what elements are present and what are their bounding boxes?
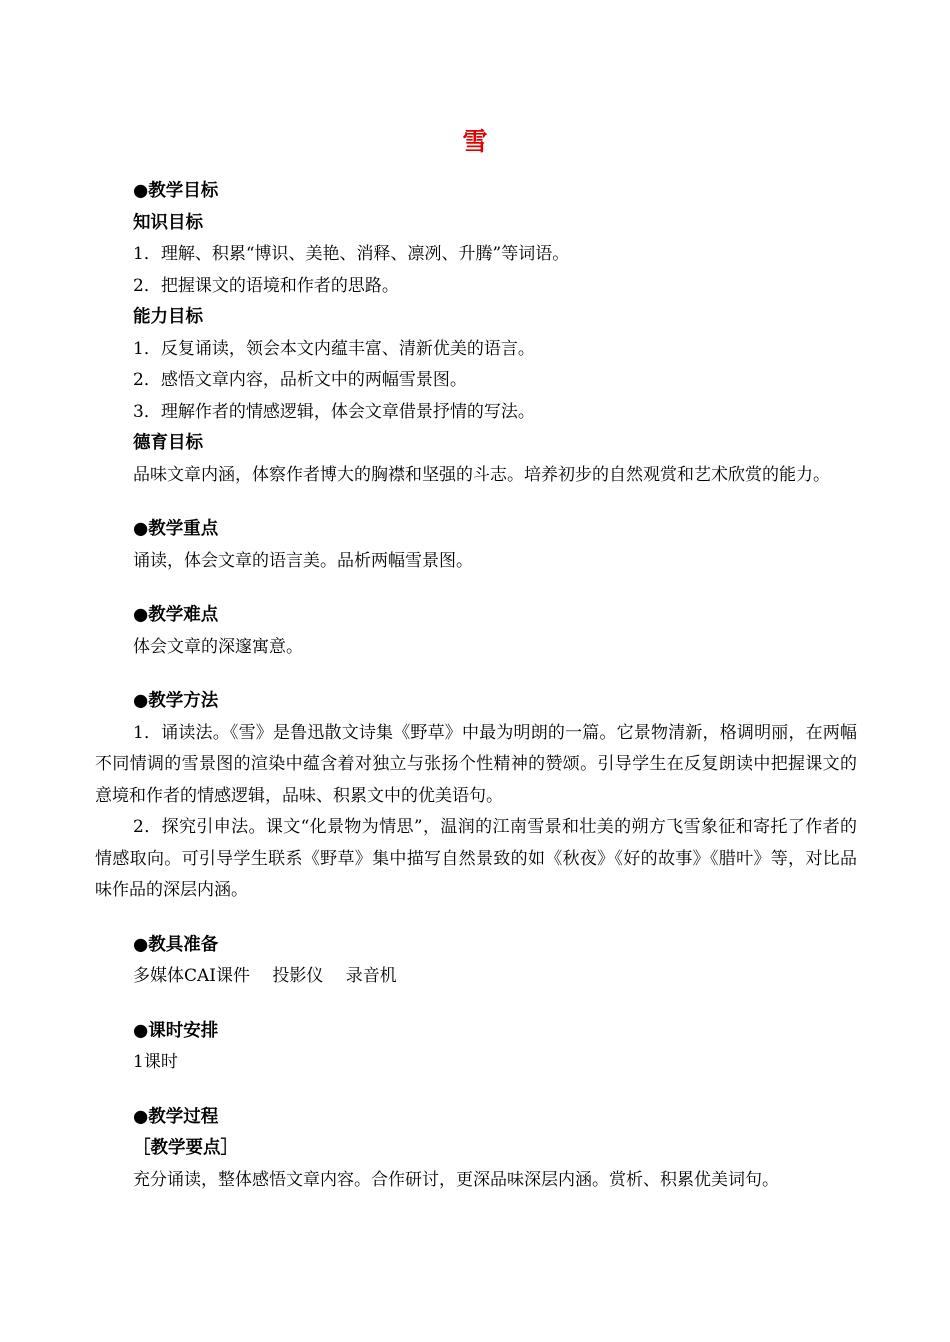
key-points-text: 诵读，体会文章的语言美。品析两幅雪景图。 bbox=[133, 550, 473, 571]
subheading-ability: 能力目标 bbox=[133, 307, 203, 327]
section-heading-methods: ●教学方法 bbox=[133, 691, 219, 711]
tools-text: 多媒体CAI课件 投影仪 录音机 bbox=[133, 966, 397, 986]
section-heading-objectives: ●教学目标 bbox=[133, 181, 219, 201]
document-title: 雪 bbox=[462, 127, 488, 156]
subheading-moral: 德育目标 bbox=[133, 433, 203, 453]
knowledge-item-2: 2．把握课文的语境和作者的思路。 bbox=[133, 275, 399, 296]
process-text: 充分诵读，整体感悟文章内容。合作研讨，更深品味深层内涵。赏析、积累优美词句。 bbox=[133, 1169, 779, 1190]
moral-paragraph: 品味文章内涵，体察作者博大的胸襟和坚强的斗志。培养初步的自然观赏和艺术欣赏的能力。 bbox=[133, 464, 830, 485]
ability-item-1: 1．反复诵读，领会本文内蕴丰富、清新优美的语言。 bbox=[133, 338, 535, 359]
difficulties-text: 体会文章的深邃寓意。 bbox=[133, 636, 303, 657]
subheading-knowledge: 知识目标 bbox=[133, 212, 203, 233]
methods-paragraph-1: 1．诵读法。《雪》是鲁迅散文诗集《野草》中最为明朗的一篇。它景物清新，格调明丽，在两幅不同情调的雪景图的渲染中蕴含着对独立与张扬个性精神的赞颂。引导学生在反复朗读中把握课文的意境和作者的情感逻辑，品味、积累文中的优美语句。 bbox=[95, 722, 857, 806]
ability-item-2: 2．感悟文章内容，品析文中的两幅雪景图。 bbox=[133, 370, 467, 390]
section-heading-schedule: ●课时安排 bbox=[133, 1020, 219, 1041]
section-heading-key-points: ●教学重点 bbox=[133, 519, 219, 539]
section-heading-tools: ●教具准备 bbox=[133, 934, 219, 955]
subheading-teaching-points: ［教学要点］ bbox=[133, 1138, 238, 1158]
schedule-text: 1课时 bbox=[133, 1052, 178, 1072]
ability-item-3: 3．理解作者的情感逻辑，体会文章借景抒情的写法。 bbox=[133, 401, 535, 422]
section-heading-difficulties: ●教学难点 bbox=[133, 605, 219, 625]
knowledge-item-1: 1．理解、积累“博识、美艳、消释、凛冽、升腾”等词语。 bbox=[133, 244, 570, 264]
document-body bbox=[95, 176, 857, 1196]
methods-paragraph-2: 2．探究引申法。课文“化景物为情思”，温润的江南雪景和壮美的朔方飞雪象征和寄托了作者的情感取向。可引导学生联系《野草》集中描写自然景致的如《秋夜》《好的故事》《腊叶》等，对比品味作品的深层内涵。 bbox=[95, 817, 857, 900]
section-heading-process: ●教学过程 bbox=[133, 1106, 219, 1127]
